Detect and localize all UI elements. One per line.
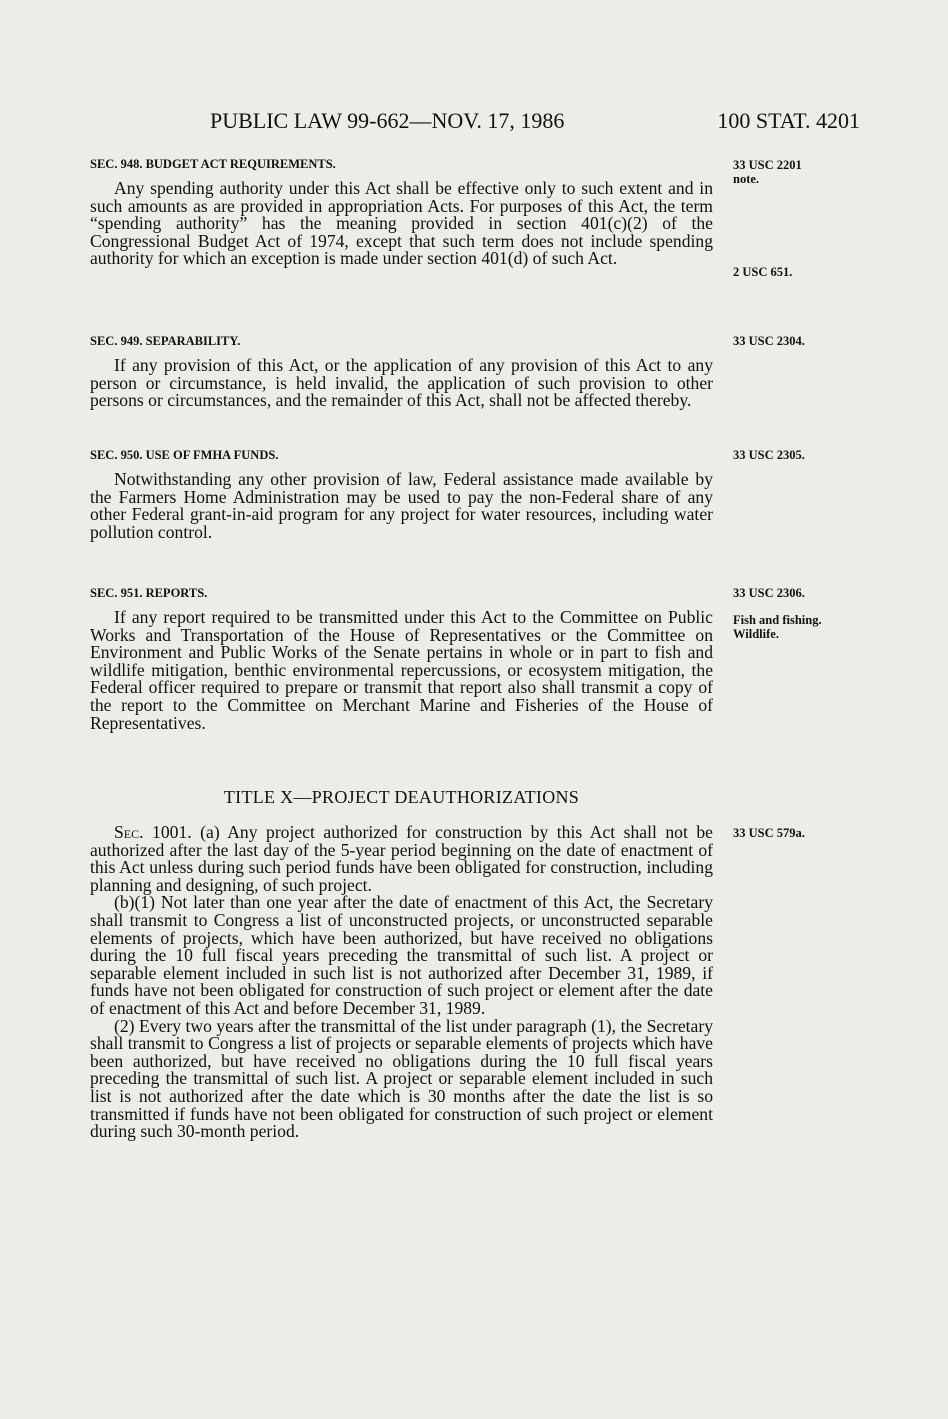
law-citation: PUBLIC LAW 99-662—NOV. 17, 1986 (210, 108, 565, 133)
section-heading: SEC. 949. SEPARABILITY. (90, 334, 241, 348)
section-951 (90, 585, 713, 732)
section-heading: SEC. 950. USE OF FMHA FUNDS. (90, 448, 279, 462)
section-paragraph: If any report required to be transmitted under this Act to the Committee on Public Works and Transportation of the House of Representatives or the Committee on Environment and Public Works of the Senate pertains in whole or in part to fish and wildlife mitigation, benthic environmental repercussions, or ecosystem mitigation, the Federal officer required to prepare or transmit that report also shall transmit a copy of the report to the Committee on Merchant Marine and Fisheries of the House of Representatives. (90, 607, 713, 733)
section-paragraph: If any provision of this Act, or the application of any provision of this Act to any person or circumstance, is held invalid, the application of such provision to other persons or circumstances, and the remainder of this Act, shall not be affected thereby. (90, 355, 713, 411)
section-949 (90, 333, 713, 410)
section-950 (90, 447, 713, 541)
section-paragraph: Notwithstanding any other provision of law, Federal assistance made available by the Farmers Home Administration may be used to pay the non-Federal share of any other Federal grant-in-aid program for any project for water resources, including water pollution control. (90, 469, 713, 542)
section-heading: SEC. 951. REPORTS. (90, 586, 208, 600)
margin-note-usc-2201: 33 USC 2201 note. (733, 158, 802, 186)
paragraph-a-text: 1001. (a) Any project authorized for construction by this Act shall not be authorized after the last day of the 5-year period beginning on the date of enactment of this Act unless during such period funds have been obligated for construction, including planning and designing, of such project. (90, 822, 713, 895)
title-heading: TITLE X—PROJECT DEAUTHORIZATIONS (223, 787, 580, 807)
margin-note-usc-2305: 33 USC 2305. (733, 448, 805, 462)
section-paragraph-b2: (2) Every two years after the transmittal of the list under paragraph (1), the Secretary shall transmit to Congress a list of projects or separable elements of projects which have been authorized, but have received no obligations during the 10 full fiscal years preceding the transmittal of such list. A project or separable element included in such list is not authorized after the date which is 30 months after the date the list is so transmitted if funds have not been obligated for construction of such project or element during such 30-month period. (90, 1015, 713, 1142)
section-paragraph: Any spending authority under this Act shall be effective only to such extent and in such amounts as are provided in appropriation Acts. For purposes of this Act, the term “spending authority” has the meaning provided in section 401(c)(2) of the Congressional Budget Act of 1974, except that such term does not include spending authority for which an exception is made under section 401(d) of such Act. (90, 178, 713, 269)
margin-note-fish-wildlife: Fish and fishing. Wildlife. (733, 613, 822, 641)
sec-label: Sec. (114, 822, 144, 842)
section-paragraph-a (90, 824, 713, 894)
margin-note-usc-2304: 33 USC 2304. (733, 334, 805, 348)
margin-note-usc-2306: 33 USC 2306. (733, 586, 805, 600)
margin-note-usc-579a: 33 USC 579a. (733, 826, 805, 840)
section-948 (90, 156, 713, 268)
section-1001 (90, 824, 713, 1141)
statute-page: 100 STAT. 4201 (717, 108, 860, 133)
section-paragraph-b1: (b)(1) Not later than one year after the date of enactment of this Act, the Secretary shall transmit to Congress a list of unconstructed projects, or unconstructed separable elements of projects, which have been authorized, but have received no obligations during the 10 full fiscal years preceding the transmittal of such list. A project or separable element included in such list is not authorized after December 31, 1989, if funds have not been obligated for construction of such project or element after the date of enactment of this Act and before December 31, 1989. (90, 892, 713, 1018)
margin-note-usc-651: 2 USC 651. (733, 265, 793, 279)
section-heading: SEC. 948. BUDGET ACT REQUIREMENTS. (90, 157, 336, 171)
